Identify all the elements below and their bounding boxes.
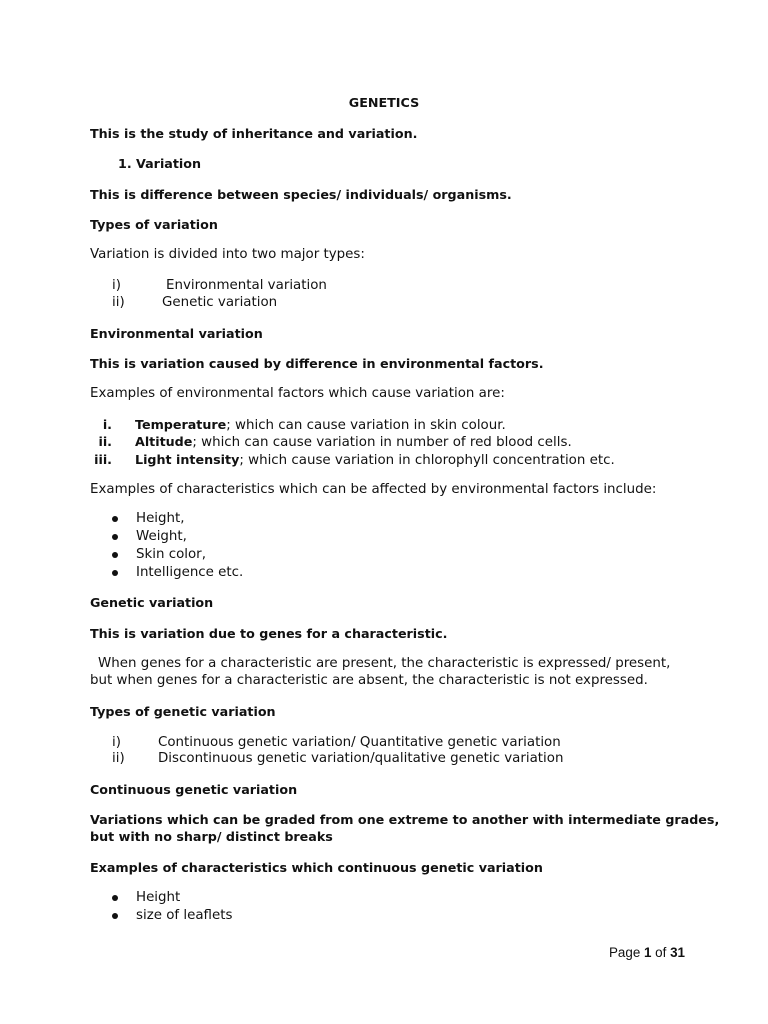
list-item: Weight, <box>136 529 187 544</box>
list-item: Height <box>136 890 181 905</box>
bullet-icon <box>112 552 118 558</box>
list-item <box>135 451 615 469</box>
factor-description: ; which cause variation in chlorophyll concentration etc. <box>239 453 615 468</box>
gen-paragraph-line1: When genes for a characteristic are present, the characteristic is expressed/ present, <box>98 656 671 671</box>
total-page-count: 31 <box>670 945 685 960</box>
bullet-icon <box>112 895 118 901</box>
list-marker: iii. <box>94 452 112 467</box>
env-definition: This is variation caused by difference in environmental factors. <box>90 356 544 371</box>
bullet-icon <box>112 913 118 919</box>
list-marker: i) <box>112 278 121 293</box>
list-item: Discontinuous genetic variation/qualitative genetic variation <box>158 751 564 766</box>
footer-prefix: Page <box>609 945 644 960</box>
factor-term: Light intensity <box>135 452 240 467</box>
document-title: GENETICS <box>348 95 420 110</box>
factor-term: Altitude <box>135 434 193 449</box>
page-footer <box>609 944 685 961</box>
section-heading-variation: Variation <box>136 156 202 171</box>
list-item: Intelligence etc. <box>136 565 244 580</box>
list-marker: i) <box>112 735 121 750</box>
section-number: 1. <box>118 156 132 171</box>
list-marker: ii) <box>112 751 125 766</box>
footer-separator: of <box>651 945 671 960</box>
gen-definition: This is variation due to genes for a characteristic. <box>90 626 448 641</box>
gen-paragraph-line2: but when genes for a characteristic are absent, the characteristic is not expressed. <box>90 673 648 688</box>
env-heading: Environmental variation <box>90 326 263 341</box>
list-marker: ii) <box>112 295 125 310</box>
intro-text: This is the study of inheritance and variation. <box>90 126 418 141</box>
list-item: Environmental variation <box>166 278 327 293</box>
list-item: Height, <box>136 511 185 526</box>
factor-term: Temperature <box>135 417 227 432</box>
types-intro: Variation is divided into two major types: <box>90 247 365 262</box>
bullet-icon <box>112 516 118 522</box>
current-page-number: 1 <box>644 945 652 960</box>
env-chars-intro: Examples of characteristics which can be affected by environmental factors include: <box>90 482 657 497</box>
bullet-icon <box>112 570 118 576</box>
cont-examples-heading: Examples of characteristics which continuous genetic variation <box>90 860 543 875</box>
list-item: Genetic variation <box>162 295 278 310</box>
list-marker: ii. <box>98 434 112 449</box>
list-item: Skin color, <box>136 547 206 562</box>
env-examples-intro: Examples of environmental factors which cause variation are: <box>90 386 505 401</box>
list-item: Continuous genetic variation/ Quantitative genetic variation <box>158 735 561 750</box>
list-item <box>135 416 506 434</box>
factor-description: ; which can cause variation in skin colour. <box>226 418 506 433</box>
gen-types-heading: Types of genetic variation <box>90 704 276 719</box>
cont-definition-line2: but with no sharp/ distinct breaks <box>90 829 333 844</box>
list-item <box>135 433 572 451</box>
types-heading: Types of variation <box>90 217 218 232</box>
list-item: size of leaflets <box>136 908 233 923</box>
variation-definition: This is difference between species/ individuals/ organisms. <box>90 187 512 202</box>
list-marker: i. <box>102 417 112 432</box>
cont-heading: Continuous genetic variation <box>90 782 298 797</box>
bullet-icon <box>112 534 118 540</box>
factor-description: ; which can cause variation in number of red blood cells. <box>192 435 572 450</box>
gen-heading: Genetic variation <box>90 595 214 610</box>
cont-definition-line1: Variations which can be graded from one extreme to another with intermediate grades, <box>90 812 720 827</box>
